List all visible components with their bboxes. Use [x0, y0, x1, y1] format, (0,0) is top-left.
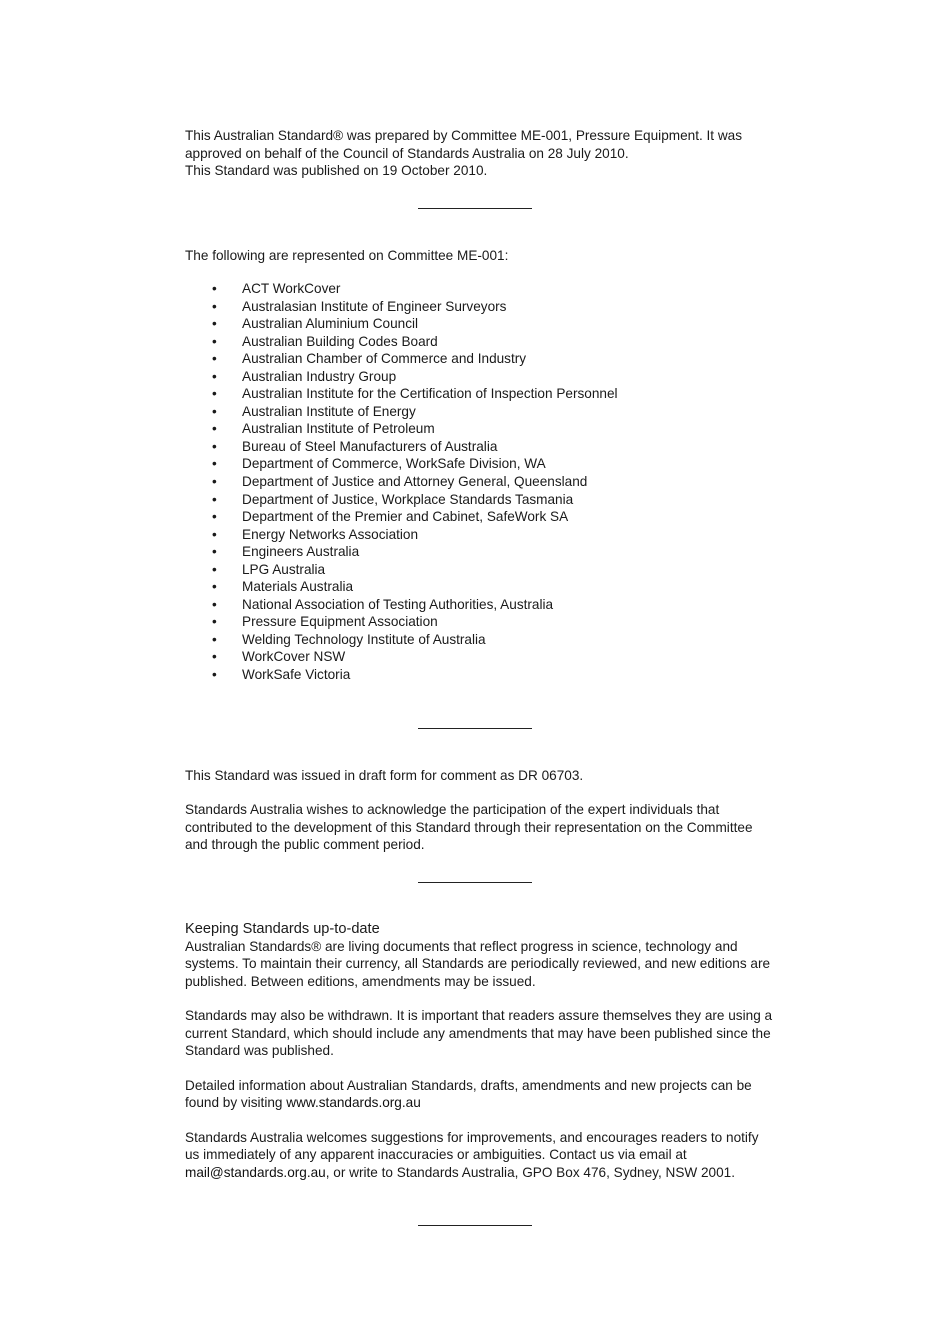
bullet-icon: • — [212, 333, 217, 349]
committee-member-name: Bureau of Steel Manufacturers of Australia — [242, 438, 498, 454]
section-divider — [418, 882, 532, 883]
section-divider — [418, 1225, 532, 1226]
committee-member-item — [185, 648, 775, 666]
bullet-icon: • — [212, 544, 217, 560]
committee-member-item — [185, 526, 775, 544]
committee-member-item — [185, 298, 775, 316]
bullet-icon: • — [212, 526, 217, 542]
bullet-icon: • — [212, 438, 217, 454]
committee-member-name: Australasian Institute of Engineer Surveyors — [242, 298, 507, 314]
intro-prepared: This Australian Standard® was prepared by Committee ME-001, Pressure Equipment. It was approved on behalf of the Council of Standards Australia on 28 July 2010. — [185, 128, 743, 161]
standards-website-link[interactable]: www.standards.org.au — [286, 1095, 421, 1111]
bullet-icon: • — [212, 509, 217, 525]
uptodate-paragraph-4-text: Standards Australia welcomes suggestions for improvements, and encourages readers to notify us immediately of any apparent inaccuracies or ambiguities. Contact us via email at — [185, 1129, 759, 1163]
committee-member-item — [185, 350, 775, 368]
committee-member-item — [185, 578, 775, 596]
committee-member-item — [185, 473, 775, 491]
intro-published: This Standard was published on 19 October 2010. — [185, 163, 488, 178]
bullet-icon: • — [212, 421, 217, 437]
committee-member-name: WorkSafe Victoria — [242, 667, 351, 683]
uptodate-paragraph-2: Standards may also be withdrawn. It is important that readers assure themselves they are using a current Standard, which should include any amendments that may have been published since the Standard was published. — [185, 1008, 773, 1059]
bullet-icon: • — [212, 351, 217, 367]
committee-member-item — [185, 333, 775, 351]
standards-email-link[interactable]: mail@standards.org.au — [185, 1164, 326, 1180]
committee-member-name: Australian Building Codes Board — [242, 333, 438, 349]
committee-member-name: Australian Aluminium Council — [242, 316, 419, 332]
committee-member-item — [185, 280, 775, 298]
committee-member-item — [185, 420, 775, 438]
bullet-icon: • — [212, 596, 217, 612]
uptodate-heading: Keeping Standards up-to-date — [185, 920, 380, 937]
bullet-icon: • — [212, 667, 217, 683]
bullet-icon: • — [212, 474, 217, 490]
committee-member-name: LPG Australia — [242, 561, 326, 577]
committee-member-item — [185, 561, 775, 579]
committee-member-name: WorkCover NSW — [242, 649, 346, 665]
committee-member-item — [185, 543, 775, 561]
committee-member-name: Department of Justice and Attorney General, Queensland — [242, 474, 588, 490]
committee-member-item — [185, 596, 775, 614]
committee-member-name: Pressure Equipment Association — [242, 614, 438, 630]
committee-member-name: National Association of Testing Authorities, Australia — [242, 596, 554, 612]
draft-issued: This Standard was issued in draft form for comment as DR 06703. — [185, 767, 584, 783]
bullet-icon: • — [212, 579, 217, 595]
committee-member-name: Energy Networks Association — [242, 526, 419, 542]
bullet-icon: • — [212, 281, 217, 296]
section-divider — [418, 208, 532, 209]
bullet-icon: • — [212, 298, 217, 314]
committee-member-item — [185, 613, 775, 631]
bullet-icon: • — [212, 631, 217, 647]
committee-member-name: Welding Technology Institute of Australia — [242, 631, 486, 647]
uptodate-paragraph-1: Australian Standards® are living documents that reflect progress in science, technology and systems. To maintain their currency, all Standards are periodically reviewed, and new editions are published. Between editions, amendments may be issued. — [185, 938, 771, 989]
bullet-icon: • — [212, 386, 217, 402]
committee-member-item — [185, 368, 775, 386]
bullet-icon: • — [212, 649, 217, 665]
committee-member-name: Department of Commerce, WorkSafe Division, WA — [242, 456, 546, 472]
committee-member-item — [185, 385, 775, 403]
bullet-icon: • — [212, 456, 217, 472]
committee-member-name: Australian Institute for the Certification of Inspection Personnel — [242, 386, 618, 402]
committee-member-item — [185, 666, 775, 684]
bullet-icon: • — [212, 491, 217, 507]
uptodate-paragraph-4 — [185, 1129, 775, 1182]
committee-member-name: Department of the Premier and Cabinet, SafeWork SA — [242, 509, 569, 525]
committee-member-name: Materials Australia — [242, 579, 354, 595]
bullet-icon: • — [212, 561, 217, 577]
committee-member-name: Australian Chamber of Commerce and Industry — [242, 351, 527, 367]
committee-member-item — [185, 315, 775, 333]
committee-member-item — [185, 508, 775, 526]
draft-acknowledge: Standards Australia wishes to acknowledge the participation of the expert individuals that contributed to the development of this Standard through their representation on the Committee and through the public comment period. — [185, 802, 753, 853]
committee-member-item — [185, 403, 775, 421]
committee-member-name: Department of Justice, Workplace Standards Tasmania — [242, 491, 574, 507]
committee-member-item — [185, 491, 775, 509]
committee-member-name: Engineers Australia — [242, 544, 360, 560]
bullet-icon: • — [212, 368, 217, 384]
committee-member-item — [185, 631, 775, 649]
section-divider — [418, 728, 532, 729]
committee-member-name: Australian Industry Group — [242, 368, 397, 384]
document-page — [185, 127, 775, 1226]
committee-member-item — [185, 455, 775, 473]
bullet-icon: • — [212, 316, 217, 332]
uptodate-paragraph-4-tail: , or write to Standards Australia, GPO Box 476, Sydney, NSW 2001. — [325, 1164, 736, 1180]
bullet-icon: • — [212, 614, 217, 630]
bullet-icon: • — [212, 403, 217, 419]
committee-lead: The following are represented on Committee ME-001: — [185, 247, 509, 263]
uptodate-paragraph-3 — [185, 1077, 775, 1112]
committee-member-name: Australian Institute of Petroleum — [242, 421, 435, 437]
committee-member-name: ACT WorkCover — [242, 281, 341, 296]
uptodate-paragraph-3-text: Detailed information about Australian Standards, drafts, amendments and new projects can be found by visiting — [185, 1077, 752, 1111]
committee-member-list — [185, 280, 775, 684]
committee-member-item — [185, 438, 775, 456]
committee-member-name: Australian Institute of Energy — [242, 403, 416, 419]
